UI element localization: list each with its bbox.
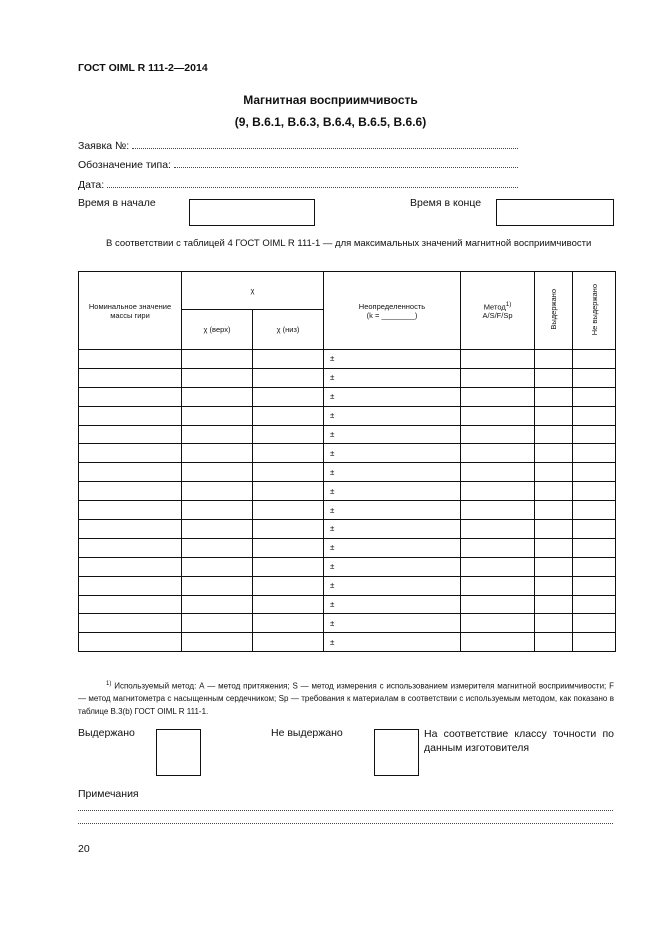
table-cell[interactable] xyxy=(182,406,253,425)
table-cell[interactable] xyxy=(573,520,616,539)
table-cell[interactable] xyxy=(182,368,253,387)
table-cell[interactable] xyxy=(461,633,535,652)
table-cell[interactable] xyxy=(182,633,253,652)
plus-minus-sign: ± xyxy=(330,562,335,572)
plus-minus-sign: ± xyxy=(330,354,335,364)
table-row xyxy=(79,425,616,444)
plus-minus-sign: ± xyxy=(330,411,335,421)
table-cell[interactable] xyxy=(79,406,182,425)
table-cell[interactable] xyxy=(573,633,616,652)
table-cell[interactable] xyxy=(253,350,324,369)
table-row xyxy=(79,614,616,633)
table-cell[interactable] xyxy=(461,576,535,595)
uncertainty-cell[interactable] xyxy=(324,576,461,595)
table-cell[interactable] xyxy=(535,350,573,369)
table-cell[interactable] xyxy=(461,463,535,482)
table-cell[interactable] xyxy=(535,576,573,595)
table-cell[interactable] xyxy=(79,633,182,652)
failed-checkbox[interactable] xyxy=(374,729,419,776)
header-failed: Не выдержано xyxy=(573,272,616,350)
table-cell[interactable] xyxy=(253,520,324,539)
plus-minus-sign: ± xyxy=(330,637,335,647)
table-cell[interactable] xyxy=(253,501,324,520)
plus-minus-sign: ± xyxy=(330,618,335,628)
table-cell[interactable] xyxy=(573,444,616,463)
uncertainty-cell[interactable] xyxy=(324,387,461,406)
uncertainty-cell[interactable] xyxy=(324,482,461,501)
table-cell[interactable] xyxy=(535,387,573,406)
uncertainty-cell[interactable] xyxy=(324,350,461,369)
table-cell[interactable] xyxy=(79,614,182,633)
table-cell[interactable] xyxy=(182,520,253,539)
document-header: ГОСТ OIML R 111-2—2014 xyxy=(78,62,208,74)
table-cell[interactable] xyxy=(182,595,253,614)
table-row xyxy=(79,387,616,406)
table-cell[interactable] xyxy=(79,501,182,520)
table-cell[interactable] xyxy=(253,444,324,463)
manufacturer-class-label: На соответствие классу точности по данным изготовителя xyxy=(424,728,614,754)
header-method: Метод$^{1)}$ A/S/F/Sp xyxy=(461,272,535,350)
time-start-box[interactable] xyxy=(189,199,315,226)
table-cell[interactable] xyxy=(461,406,535,425)
plus-minus-sign: ± xyxy=(330,600,335,610)
type-designation-field[interactable] xyxy=(78,158,518,171)
form-subtitle: (9, B.6.1, B.6.3, B.6.4, B.6.5, B.6.6) xyxy=(234,115,427,129)
table-cell[interactable] xyxy=(461,557,535,576)
table-cell[interactable] xyxy=(182,614,253,633)
table-cell[interactable] xyxy=(535,595,573,614)
table-cell[interactable] xyxy=(573,576,616,595)
table-cell[interactable] xyxy=(573,368,616,387)
table-cell[interactable] xyxy=(535,501,573,520)
plus-minus-sign: ± xyxy=(330,543,335,553)
table-cell[interactable] xyxy=(461,425,535,444)
table-cell[interactable] xyxy=(573,482,616,501)
table-cell[interactable] xyxy=(253,425,324,444)
table-cell[interactable] xyxy=(182,387,253,406)
table-cell[interactable] xyxy=(535,614,573,633)
dotted-fill-line xyxy=(174,158,518,168)
table-cell[interactable] xyxy=(573,425,616,444)
table-row xyxy=(79,501,616,520)
uncertainty-cell[interactable] xyxy=(324,595,461,614)
table-row xyxy=(79,350,616,369)
page-number: 20 xyxy=(78,843,90,855)
table-cell[interactable] xyxy=(79,425,182,444)
table-cell[interactable] xyxy=(79,368,182,387)
plus-minus-sign: ± xyxy=(330,486,335,496)
table-cell[interactable] xyxy=(461,350,535,369)
table-cell[interactable] xyxy=(461,614,535,633)
table-row xyxy=(79,557,616,576)
table-cell[interactable] xyxy=(535,633,573,652)
table-cell[interactable] xyxy=(573,387,616,406)
table-cell[interactable] xyxy=(573,350,616,369)
passed-checkbox[interactable] xyxy=(156,729,201,776)
table-cell[interactable] xyxy=(461,595,535,614)
time-end-label: Время в конце xyxy=(410,197,482,209)
table-cell[interactable] xyxy=(535,444,573,463)
table-cell[interactable] xyxy=(573,406,616,425)
table-row xyxy=(79,633,616,652)
uncertainty-cell[interactable] xyxy=(324,463,461,482)
table-cell[interactable] xyxy=(573,595,616,614)
plus-minus-sign: ± xyxy=(330,581,335,591)
uncertainty-cell[interactable] xyxy=(324,633,461,652)
table-cell[interactable] xyxy=(535,463,573,482)
plus-minus-sign: ± xyxy=(330,524,335,534)
table-row xyxy=(79,368,616,387)
table-cell[interactable] xyxy=(535,482,573,501)
table-cell[interactable] xyxy=(182,557,253,576)
header-chi-upper: χ (верх) xyxy=(182,310,253,350)
table-row xyxy=(79,520,616,539)
table-cell[interactable] xyxy=(182,482,253,501)
date-field[interactable] xyxy=(78,178,518,191)
application-number-label: Заявка №: xyxy=(78,140,130,152)
table-cell[interactable] xyxy=(253,614,324,633)
table-cell[interactable] xyxy=(461,482,535,501)
dotted-fill-line xyxy=(132,139,518,149)
table-cell[interactable] xyxy=(182,463,253,482)
table-cell[interactable] xyxy=(253,595,324,614)
form-title: Магнитная восприимчивость xyxy=(243,93,418,107)
table-cell[interactable] xyxy=(182,444,253,463)
uncertainty-cell[interactable] xyxy=(324,557,461,576)
table-cell[interactable] xyxy=(573,538,616,557)
table-cell[interactable] xyxy=(461,501,535,520)
table-cell[interactable] xyxy=(79,595,182,614)
table-cell[interactable] xyxy=(79,538,182,557)
table-cell[interactable] xyxy=(182,538,253,557)
table-cell[interactable] xyxy=(573,557,616,576)
table-cell[interactable] xyxy=(535,406,573,425)
table-cell[interactable] xyxy=(461,538,535,557)
table-row xyxy=(79,444,616,463)
table-cell[interactable] xyxy=(79,520,182,539)
table-cell[interactable] xyxy=(253,387,324,406)
table-cell[interactable] xyxy=(461,520,535,539)
table-row xyxy=(79,406,616,425)
table-cell[interactable] xyxy=(535,520,573,539)
date-label: Дата: xyxy=(78,179,105,191)
table-cell[interactable] xyxy=(461,444,535,463)
uncertainty-cell[interactable] xyxy=(324,444,461,463)
plus-minus-sign: ± xyxy=(330,430,335,439)
table-cell[interactable] xyxy=(535,538,573,557)
notes-line-2[interactable] xyxy=(78,823,613,824)
plus-minus-sign: ± xyxy=(330,505,335,515)
table-cell[interactable] xyxy=(253,406,324,425)
table-cell[interactable] xyxy=(573,614,616,633)
header-nominal-mass: Номинальное значение массы гири xyxy=(79,272,182,350)
type-designation-label: Обозначение типа: xyxy=(78,159,171,171)
table-cell[interactable] xyxy=(79,576,182,595)
method-footnote: $^{1)}$ Используемый метод: А — метод притяжения; S — метод измерения с использованием измерителя магнитной восприимчивости; F — метод магнитометра с насыщенным сердечником; Sp — требования к материалам в соответствии с используемым методом, как показано в таблице B.3(b) ГОСТ OIML R 111-1. xyxy=(78,681,614,716)
table-cell[interactable] xyxy=(182,576,253,595)
table-cell[interactable] xyxy=(573,501,616,520)
dotted-fill-line xyxy=(107,178,518,188)
table-cell[interactable] xyxy=(253,633,324,652)
uncertainty-cell[interactable] xyxy=(324,368,461,387)
susceptibility-table xyxy=(78,271,616,652)
table-cell[interactable] xyxy=(79,387,182,406)
passed-label: Выдержано xyxy=(78,727,135,739)
table-row xyxy=(79,482,616,501)
failed-label: Не выдержано xyxy=(271,727,343,739)
intro-paragraph xyxy=(78,236,614,252)
table-cell[interactable] xyxy=(253,557,324,576)
table-cell[interactable] xyxy=(253,576,324,595)
uncertainty-cell[interactable] xyxy=(324,406,461,425)
table-row xyxy=(79,595,616,614)
header-chi: χ xyxy=(182,272,324,310)
notes-line-1[interactable] xyxy=(78,810,613,811)
header-passed: Выдержано xyxy=(535,272,573,350)
table-cell[interactable] xyxy=(182,425,253,444)
header-uncertainty: Неопределенность (k = ________) xyxy=(324,272,461,350)
table-cell[interactable] xyxy=(253,482,324,501)
table-cell[interactable] xyxy=(79,557,182,576)
table-cell[interactable] xyxy=(182,501,253,520)
uncertainty-cell[interactable] xyxy=(324,501,461,520)
table-cell[interactable] xyxy=(535,368,573,387)
uncertainty-cell[interactable] xyxy=(324,520,461,539)
time-end-box[interactable] xyxy=(496,199,614,226)
plus-minus-sign: ± xyxy=(330,467,335,477)
table-cell[interactable] xyxy=(79,350,182,369)
header-chi-lower: χ (низ) xyxy=(253,310,324,350)
table-row xyxy=(79,576,616,595)
uncertainty-cell[interactable] xyxy=(324,614,461,633)
table-cell[interactable] xyxy=(535,557,573,576)
table-cell[interactable] xyxy=(461,368,535,387)
uncertainty-cell[interactable] xyxy=(324,538,461,557)
table-row xyxy=(79,463,616,482)
table-cell[interactable] xyxy=(79,444,182,463)
plus-minus-sign: ± xyxy=(330,373,335,383)
table-cell[interactable] xyxy=(253,463,324,482)
intro-text: В соответствии с таблицей 4 ГОСТ OIML R 111-1 — для максимальных значений магнитной восприимчивости xyxy=(106,238,592,249)
table-cell[interactable] xyxy=(79,482,182,501)
table-cell[interactable] xyxy=(182,350,253,369)
table-row xyxy=(79,538,616,557)
plus-minus-sign: ± xyxy=(330,392,335,402)
uncertainty-cell[interactable] xyxy=(324,425,461,444)
table-cell[interactable] xyxy=(253,368,324,387)
table-cell[interactable] xyxy=(79,463,182,482)
table-cell[interactable] xyxy=(461,387,535,406)
plus-minus-sign: ± xyxy=(330,448,335,458)
notes-label: Примечания xyxy=(78,788,139,800)
time-start-label: Время в начале xyxy=(78,197,156,209)
table-cell[interactable] xyxy=(573,463,616,482)
table-cell[interactable] xyxy=(253,538,324,557)
application-number-field[interactable] xyxy=(78,139,518,152)
table-cell[interactable] xyxy=(535,425,573,444)
